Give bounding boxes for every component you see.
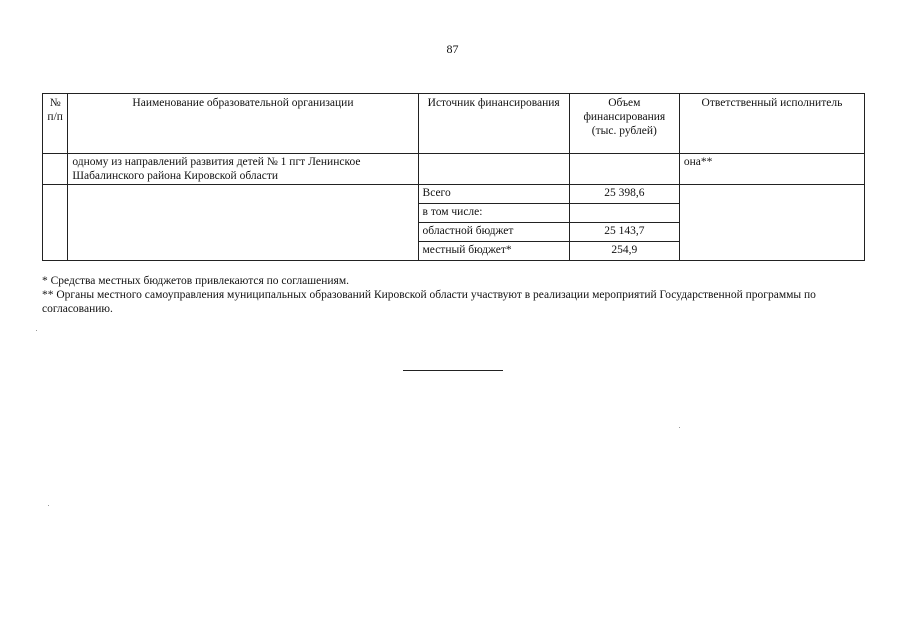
header-amount: Объем финансирования (тыс. рублей) [569, 94, 679, 154]
footnote-local-budgets: * Средства местных бюджетов привлекаются по соглашениям. [42, 275, 349, 287]
cell-amount [569, 204, 679, 223]
cell-amount: 25 398,6 [569, 185, 679, 204]
closing-rule [403, 370, 503, 371]
cell-executor: она** [679, 154, 864, 185]
cell-source-empty [418, 154, 569, 185]
table-header-row [43, 94, 865, 154]
footnote-municipal-bodies: ** Органы местного самоуправления муниципальных образований Кировской области участвуют в реализации мероприятий Государственной программы по согласованию. [42, 289, 816, 315]
cell-amount-empty [569, 154, 679, 185]
header-number: № п/п [43, 94, 68, 154]
cell-source: в том числе: [418, 204, 569, 223]
scan-speck [36, 330, 37, 331]
scan-speck [48, 505, 49, 506]
page-number: 87 [446, 42, 459, 56]
cell-executor-merged [679, 185, 864, 261]
header-organization: Наименование образовательной организации [68, 94, 418, 154]
footnotes [42, 274, 865, 316]
cell-source: областной бюджет [418, 223, 569, 242]
header-executor: Ответственный исполнитель [679, 94, 864, 154]
cell-organization-merged [68, 185, 418, 261]
financing-table [42, 93, 865, 261]
cell-number [43, 154, 68, 185]
header-source: Источник финансирования [418, 94, 569, 154]
cell-source: Всего [418, 185, 569, 204]
table-row [43, 185, 865, 204]
table-row [43, 154, 865, 185]
cell-number-merged [43, 185, 68, 261]
cell-organization-name: одному из направлений развития детей № 1 пгт Ленинское Шабалинского района Кировской области [68, 154, 418, 185]
cell-source: местный бюджет* [418, 242, 569, 261]
cell-amount: 254,9 [569, 242, 679, 261]
cell-amount: 25 143,7 [569, 223, 679, 242]
scan-speck [679, 427, 680, 428]
